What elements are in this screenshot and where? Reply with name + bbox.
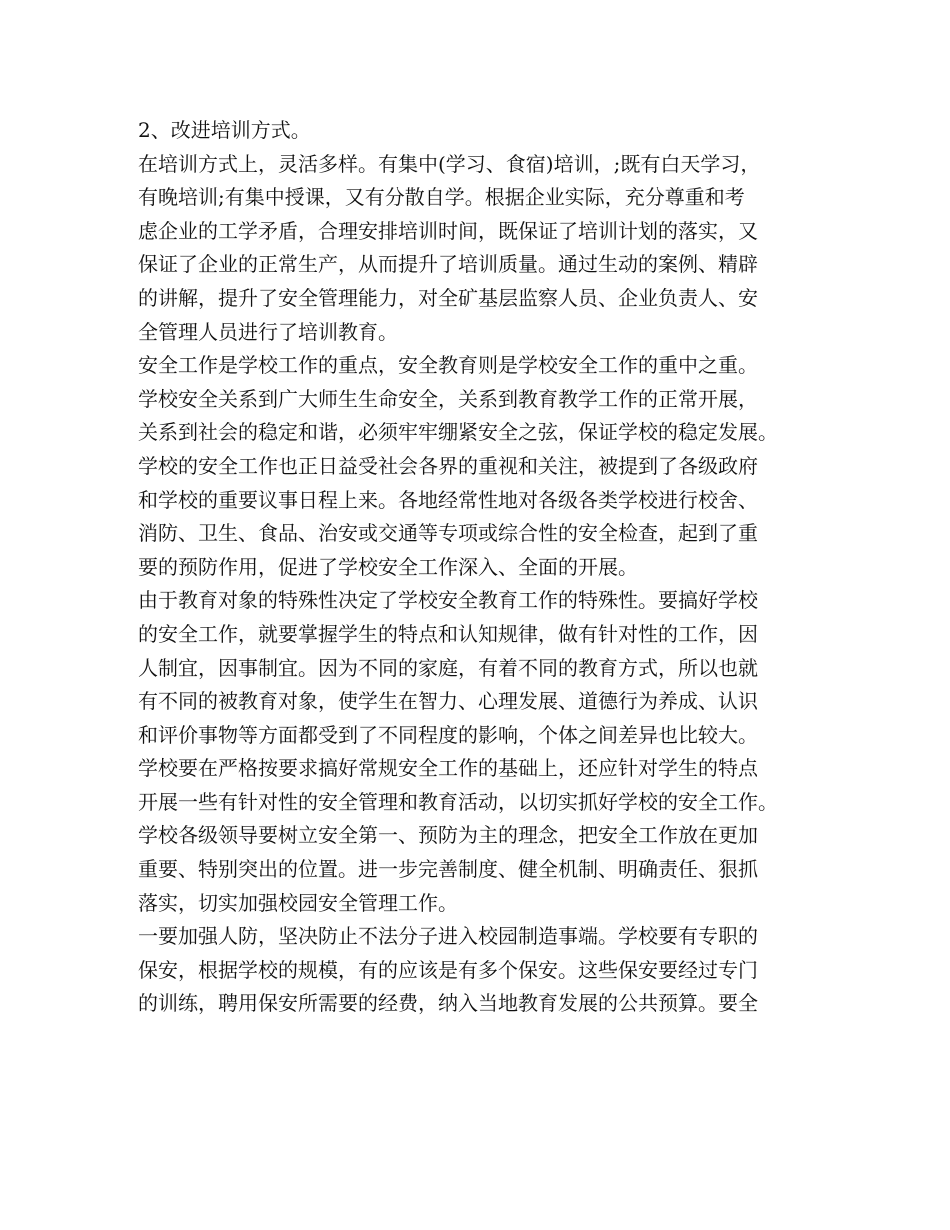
text-line: 学校的安全工作也正日益受社会各界的重视和关注，被提到了各级政府 [138, 453, 758, 478]
text-line: 有不同的被教育对象，使学生在智力、心理发展、道德行为养成、认识 [138, 689, 758, 714]
text-line: 虑企业的工学矛盾，合理安排培训时间，既保证了培训计划的落实，又 [138, 218, 758, 243]
text-line: 的讲解，提升了安全管理能力，对全矿基层监察人员、企业负责人、安 [138, 285, 758, 310]
text-line: 关系到社会的稳定和谐，必须牢牢绷紧安全之弦，保证学校的稳定发展。 [138, 420, 778, 445]
text-line: 保安，根据学校的规模，有的应该是有多个保安。这些保安要经过专门 [138, 957, 758, 982]
text-line: 和评价事物等方面都受到了不同程度的影响，个体之间差异也比较大。 [138, 722, 758, 747]
text-line: 在培训方式上，灵活多样。有集中(学习、食宿)培训，;既有白天学习， [138, 151, 761, 176]
text-line: 学校安全关系到广大师生生命安全，关系到教育教学工作的正常开展， [138, 386, 758, 411]
text-line: 有晚培训;有集中授课，又有分散自学。根据企业实际，充分尊重和考 [138, 185, 745, 210]
text-line: 重要、特别突出的位置。进一步完善制度、健全机制、明确责任、狠抓 [138, 857, 758, 882]
text-line: 由于教育对象的特殊性决定了学校安全教育工作的特殊性。要搞好学校 [138, 588, 758, 613]
text-line: 的安全工作，就要掌握学生的特点和认知规律，做有针对性的工作，因 [138, 621, 758, 646]
text-line: 落实，切实加强校园安全管理工作。 [138, 890, 458, 915]
text-line: 和学校的重要议事日程上来。各地经常性地对各级各类学校进行校舍、 [138, 487, 758, 512]
text-line: 人制宜，因事制宜。因为不同的家庭，有着不同的教育方式，所以也就 [138, 655, 758, 680]
document-body [138, 114, 828, 1021]
text-line: 保证了企业的正常生产，从而提升了培训质量。通过生动的案例、精辟 [138, 252, 758, 277]
text-line: 学校要在严格按要求搞好常规安全工作的基础上，还应针对学生的特点 [138, 756, 758, 781]
text-line: 的训练，聘用保安所需要的经费，纳入当地教育发展的公共预算。要全 [138, 991, 758, 1016]
text-line: 安全工作是学校工作的重点，安全教育则是学校安全工作的重中之重。 [138, 353, 758, 378]
text-line: 要的预防作用，促进了学校安全工作深入、全面的开展。 [138, 554, 638, 579]
text-line: 学校各级领导要树立安全第一、预防为主的理念，把安全工作放在更加 [138, 823, 758, 848]
text-line: 消防、卫生、食品、治安或交通等专项或综合性的安全检查，起到了重 [138, 521, 758, 546]
text-line: 开展一些有针对性的安全管理和教育活动，以切实抓好学校的安全工作。 [138, 789, 778, 814]
text-line: 一要加强人防，坚决防止不法分子进入校园制造事端。学校要有专职的 [138, 924, 758, 949]
text-line: 2、改进培训方式。 [138, 118, 311, 142]
text-line: 全管理人员进行了培训教育。 [138, 319, 398, 344]
